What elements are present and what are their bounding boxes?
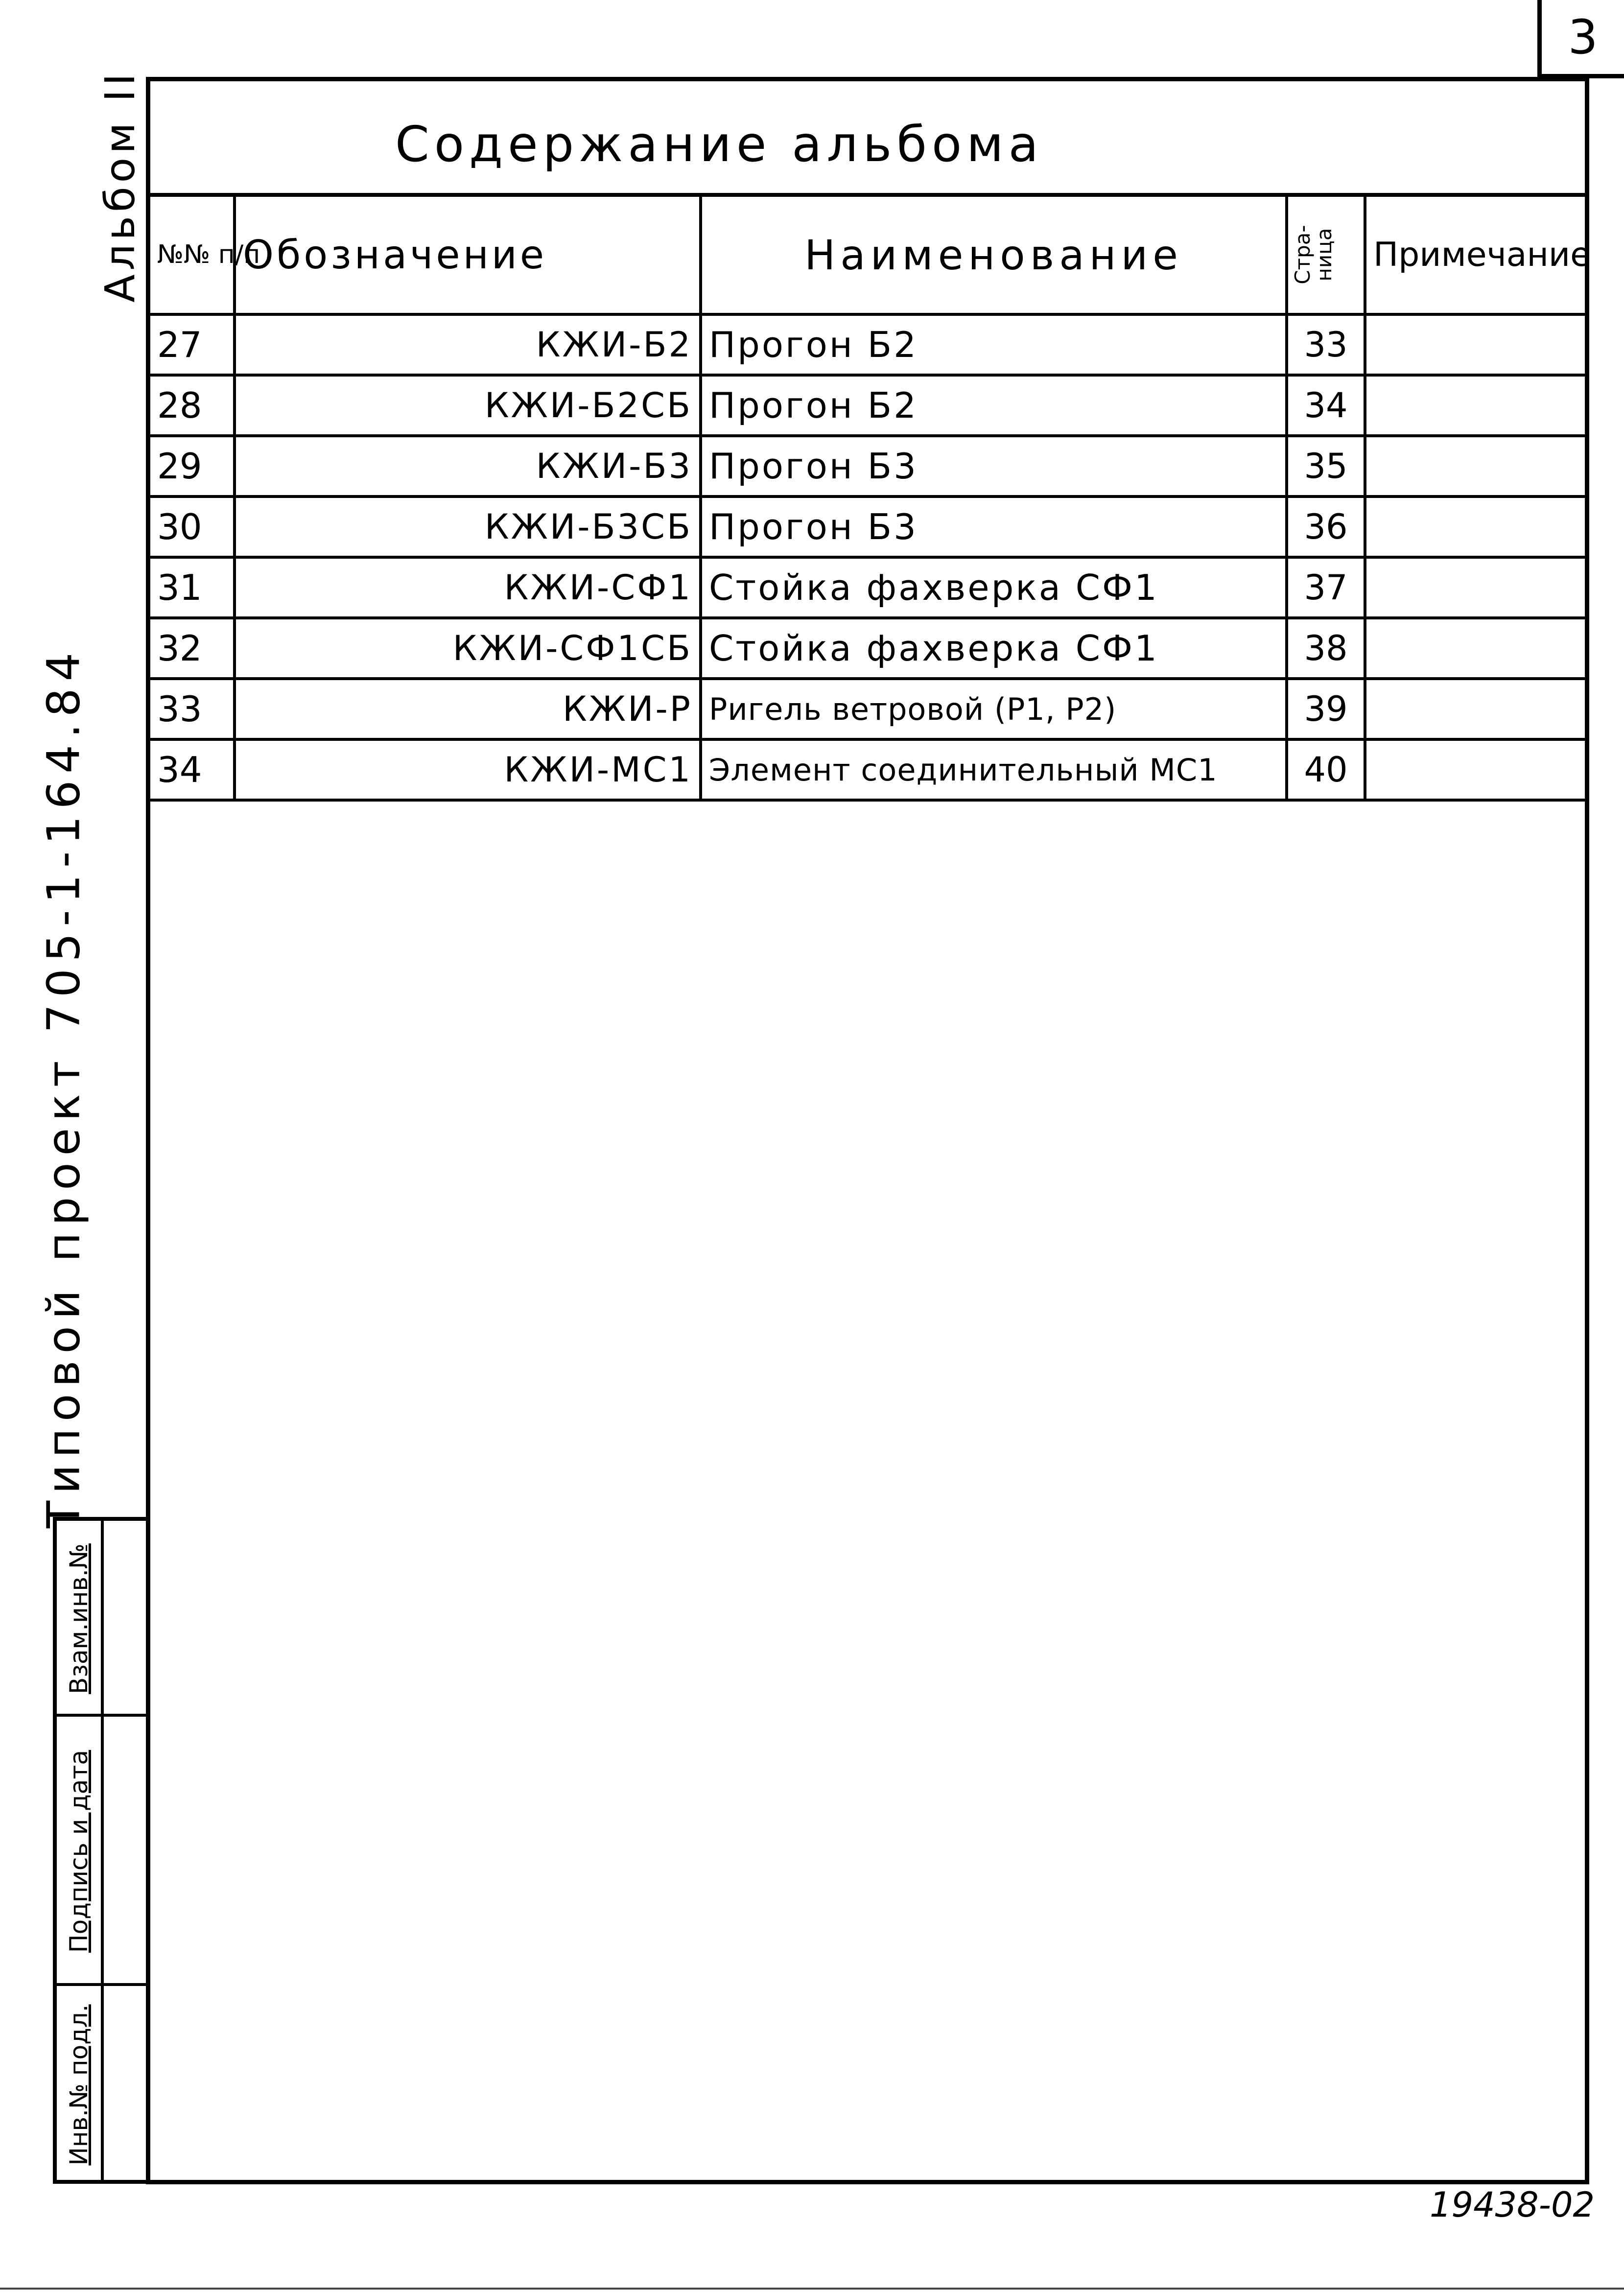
row-designation: КЖИ-Б2 — [235, 314, 701, 375]
approval-stamp-strip — [53, 1517, 147, 2184]
table-row — [150, 375, 1585, 436]
side-project-label: Типовой проект 705-1-164.84 — [37, 645, 90, 1529]
row-num: 28 — [150, 375, 235, 436]
row-designation: КЖИ-Б3СБ — [235, 496, 701, 557]
stamp-vzam-inv-label: Взам.инв.№ — [65, 1543, 93, 1694]
stamp-inv-podl-label: Инв.№ подл. — [65, 2004, 93, 2166]
row-designation: КЖИ-СФ1СБ — [235, 618, 701, 679]
row-name: Прогон Б2 — [701, 375, 1287, 436]
stamp-cell-vzam-inv — [57, 1521, 147, 1717]
table-row — [150, 496, 1585, 557]
stamp-podpis-data-label: Подпись и дата — [65, 1749, 93, 1953]
table-row — [150, 314, 1585, 375]
album-title: Содержание альбома — [395, 116, 1043, 173]
stamp-cell-inv-podl — [57, 1986, 147, 2184]
table-row — [150, 618, 1585, 679]
table-row — [150, 739, 1585, 800]
row-name: Прогон Б3 — [701, 496, 1287, 557]
header-designation: Обозначение — [235, 197, 701, 314]
table-row — [150, 679, 1585, 739]
row-name: Стойка фахверка СФ1 — [701, 618, 1287, 679]
row-num: 30 — [150, 496, 235, 557]
row-designation: КЖИ-Б2СБ — [235, 375, 701, 436]
row-designation: КЖИ-Б3 — [235, 436, 701, 496]
row-note — [1365, 739, 1585, 800]
main-frame — [146, 77, 1589, 2184]
row-note — [1365, 375, 1585, 436]
row-num: 32 — [150, 618, 235, 679]
row-page: 37 — [1287, 557, 1365, 618]
row-note — [1365, 618, 1585, 679]
row-page: 39 — [1287, 679, 1365, 739]
page-number: 3 — [1568, 9, 1598, 65]
contents-table — [150, 197, 1591, 802]
row-page: 40 — [1287, 739, 1365, 800]
row-note — [1365, 496, 1585, 557]
header-num: №№ п/п — [150, 197, 235, 314]
row-note — [1365, 436, 1585, 496]
table-row — [150, 436, 1585, 496]
row-num: 34 — [150, 739, 235, 800]
row-page: 38 — [1287, 618, 1365, 679]
row-name: Ригель ветровой (Р1, Р2) — [701, 679, 1287, 739]
row-note — [1365, 314, 1585, 375]
side-album-label: Альбом II — [96, 70, 144, 303]
scan-edge-line — [0, 2288, 1624, 2290]
row-note — [1365, 557, 1585, 618]
header-page-label: Стра-ница — [1290, 225, 1336, 285]
row-page: 36 — [1287, 496, 1365, 557]
row-page: 35 — [1287, 436, 1365, 496]
row-name: Элемент соединительный МС1 — [701, 739, 1287, 800]
table-row — [150, 557, 1585, 618]
row-num: 33 — [150, 679, 235, 739]
row-page: 34 — [1287, 375, 1365, 436]
row-designation: КЖИ-МС1 — [235, 739, 701, 800]
stamp-cell-podpis-data — [57, 1717, 147, 1986]
row-num: 27 — [150, 314, 235, 375]
row-note — [1365, 679, 1585, 739]
document-number: 19438-02 — [1430, 2185, 1595, 2225]
title-row — [150, 81, 1585, 197]
row-name: Прогон Б2 — [701, 314, 1287, 375]
page-number-box — [1537, 0, 1624, 78]
row-name: Стойка фахверка СФ1 — [701, 557, 1287, 618]
row-name: Прогон Б3 — [701, 436, 1287, 496]
table-header-row — [150, 197, 1585, 314]
row-designation: КЖИ-Р — [235, 679, 701, 739]
row-num: 31 — [150, 557, 235, 618]
row-designation: КЖИ-СФ1 — [235, 557, 701, 618]
header-name: Наименование — [701, 197, 1287, 314]
header-note: Примечание — [1365, 197, 1585, 314]
row-page: 33 — [1287, 314, 1365, 375]
header-page — [1287, 197, 1365, 314]
row-num: 29 — [150, 436, 235, 496]
